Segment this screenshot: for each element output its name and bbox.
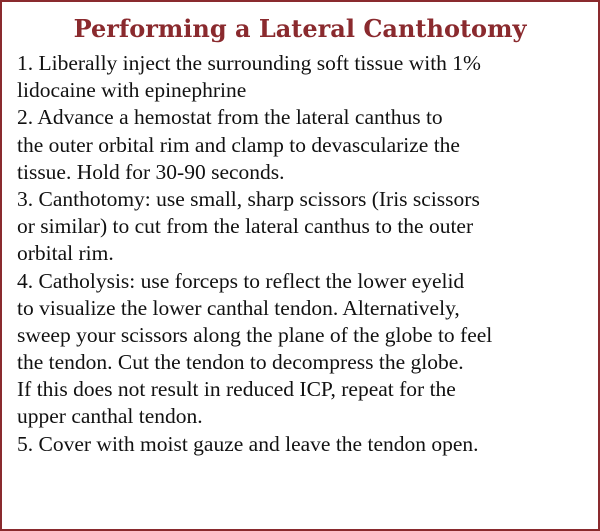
step-line: upper canthal tendon.: [17, 404, 203, 429]
procedure-steps: [17, 50, 592, 458]
step-line: tissue. Hold for 30-90 seconds.: [17, 159, 285, 184]
step-line: 5. Cover with moist gauze and leave the tendon open.: [17, 431, 479, 456]
step-line: orbital rim.: [17, 241, 114, 266]
step-line: the tendon. Cut the tendon to decompress the globe.: [17, 350, 464, 375]
step-line: or similar) to cut from the lateral canthus to the outer: [17, 214, 474, 239]
step-line: If this does not result in reduced ICP, repeat for the: [17, 377, 456, 402]
step-line: the outer orbital rim and clamp to devascularize the: [17, 132, 460, 157]
step-line: sweep your scissors along the plane of the globe to feel: [17, 322, 493, 347]
step-line: to visualize the lower canthal tendon. Alternatively,: [17, 295, 460, 320]
step-line: 4. Catholysis: use forceps to reflect the lower eyelid: [17, 268, 465, 293]
step-line: 3. Canthotomy: use small, sharp scissors (Iris scissors: [17, 186, 480, 211]
procedure-title: Performing a Lateral Canthotomy: [73, 14, 527, 43]
step-line: lidocaine with epinephrine: [17, 78, 247, 103]
step-line: 1. Liberally inject the surrounding soft tissue with 1%: [17, 51, 481, 75]
step-line: 2. Advance a hemostat from the lateral canthus to: [17, 105, 443, 130]
